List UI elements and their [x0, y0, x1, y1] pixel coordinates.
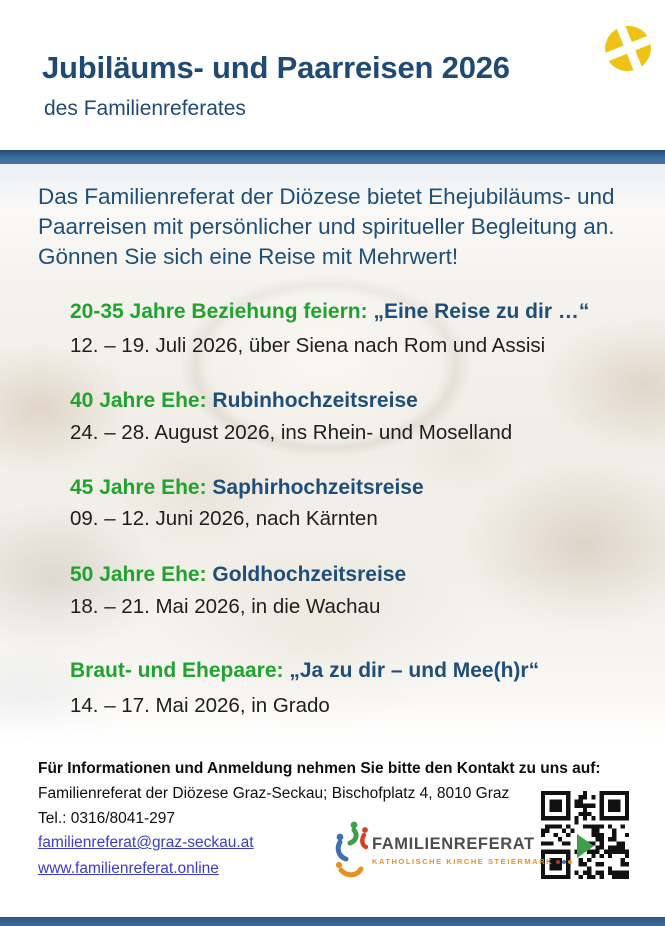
contact-heading: Für Informationen und Anmeldung nehmen Sie bitte den Kontakt zu uns auf:: [38, 760, 601, 777]
top-divider-bar: [0, 150, 665, 164]
intro-line: Das Familienreferat der Diözese bietet Ehejubiläums- und: [38, 184, 615, 209]
trip-header: [70, 659, 539, 683]
trip-name: „Ja zu dir – und Mee(h)r“: [289, 659, 540, 682]
familienreferat-logo: [334, 818, 554, 882]
trip-label: 40 Jahre Ehe:: [70, 389, 207, 412]
page-subtitle: des Familienreferates: [44, 97, 246, 120]
trip-header: [70, 563, 406, 587]
trip-name: Goldhochzeitsreise: [212, 563, 407, 586]
website-link[interactable]: www.familienreferat.online: [38, 860, 219, 877]
trip-label: 50 Jahre Ehe:: [70, 563, 207, 586]
trip-header: [70, 389, 418, 413]
bottom-divider-bar: [0, 917, 665, 926]
trip-date: 14. – 17. Mai 2026, in Grado: [70, 694, 330, 717]
trip-label: Braut- und Ehepaare:: [70, 659, 284, 682]
logo-subtitle: KATHOLISCHE KIRCHE STEIERMARK: [372, 857, 554, 866]
trip-date: 12. – 19. Juli 2026, über Siena nach Rom und Assisi: [70, 334, 546, 357]
trip-name: Rubinhochzeitsreise: [212, 389, 418, 412]
logo-arrow-icon: [577, 834, 594, 858]
logo-wordmark: FAMILIENREFERAT: [372, 835, 535, 853]
trip-header: [70, 300, 589, 324]
logo-dots-icon: [556, 860, 572, 864]
email-link[interactable]: familienreferat@graz-seckau.at: [38, 834, 254, 851]
trip-name: „Eine Reise zu dir …“: [373, 300, 590, 323]
intro-line: Paarreisen mit persönlicher und spiritueller Begleitung an.: [38, 214, 615, 239]
trip-date: 24. – 28. August 2026, ins Rhein- und Moselland: [70, 421, 513, 444]
trip-name: Saphirhochzeitsreise: [212, 476, 424, 499]
intro-paragraph: [38, 182, 615, 272]
page-title: Jubiläums- und Paarreisen 2026: [42, 50, 510, 85]
trip-label: 45 Jahre Ehe:: [70, 476, 207, 499]
trip-header: [70, 476, 424, 500]
trip-date: 09. – 12. Juni 2026, nach Kärnten: [70, 507, 378, 530]
intro-line: Gönnen Sie sich eine Reise mit Mehrwert!: [38, 244, 459, 269]
katholische-kirche-cross-icon: [598, 19, 658, 78]
contact-phone: Tel.: 0316/8041-297: [38, 810, 176, 827]
contact-address: Familienreferat der Diözese Graz-Seckau; Bischofplatz 4, 8010 Graz: [38, 785, 510, 802]
dancing-figures-icon: [334, 820, 370, 878]
trip-label: 20-35 Jahre Beziehung feiern:: [70, 300, 368, 323]
trip-date: 18. – 21. Mai 2026, in die Wachau: [70, 595, 381, 618]
